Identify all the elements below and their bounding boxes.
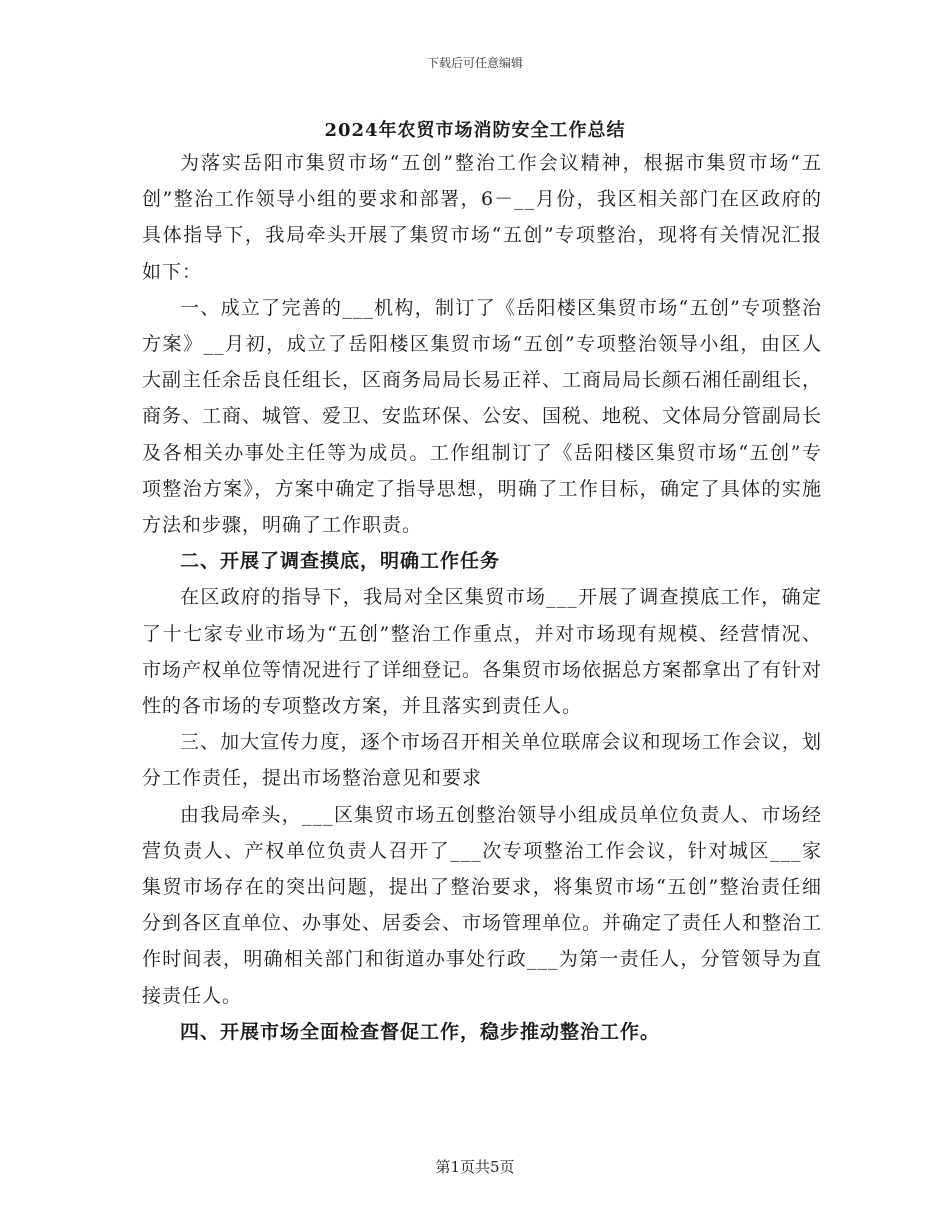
paragraph-section-3: 由我局牵头，___区集贸市场五创整治领导小组成员单位负责人、市场经营负责人、产权单位负责人召开了___次专项整治工作会议，针对城区___家集贸市场存在的突出问题，提出了整治要求，将集贸市场“五创”整治责任细分到各区直单位、办事处、居委会、市场管理单位。并确定了责任人和整治工作时间表，明确相关部门和街道办事处行政___为第一责任人，分管领导为直接责任人。	[142, 803, 823, 1007]
paragraph-intro: 为落实岳阳市集贸市场“五创”整治工作会议精神，根据市集贸市场“五创”整治工作领导小组的要求和部署，6－__月份，我区相关部门在区政府的具体指导下，我局牵头开展了集贸市场“五创”专项整治，现将有关情况汇报如下：	[142, 152, 822, 283]
section-heading-2: 二、开展了调查摸底，明确工作任务	[180, 550, 501, 573]
section-heading-3: 三、加大宣传力度，逐个市场召开相关单位联席会议和现场工作会议，划分工作责任，提出市场整治意见和要求	[142, 731, 822, 790]
paragraph-section-1: 一、成立了完善的___机构，制订了《岳阳楼区集贸市场“五创”专项整治方案》__月初，成立了岳阳楼区集贸市场“五创”专项整治领导小组，由区人大副主任余岳良任组长，区商务局局长易正祥、工商局局长颜石湘任副组长，商务、工商、城管、爱卫、安监环保、公安、国税、地税、文体局分管副局长及各相关办事处主任等为成员。工作组制订了《岳阳楼区集贸市场“五创”专项整治方案》，方案中确定了指导思想，明确了工作目标，确定了具体的实施方法和步骤，明确了工作职责。	[142, 296, 823, 537]
document-body	[142, 145, 822, 1050]
paragraph-section-2: 在区政府的指导下，我局对全区集贸市场___开展了调查摸底工作，确定了十七家专业市场为“五创”整治工作重点，并对市场现有规模、经营情况、市场产权单位等情况进行了详细登记。各集贸市场依据总方案都拿出了有针对性的各市场的专项整改方案，并且落实到责任人。	[142, 586, 823, 718]
document-title: 2024年农贸市场消防安全工作总结	[324, 120, 626, 141]
section-heading-4: 四、开展市场全面检查督促工作，稳步推动整治工作。	[180, 1020, 661, 1043]
page-number: 第1页共5页	[435, 1158, 515, 1176]
header-note: 下载后可任意编辑	[426, 56, 523, 70]
